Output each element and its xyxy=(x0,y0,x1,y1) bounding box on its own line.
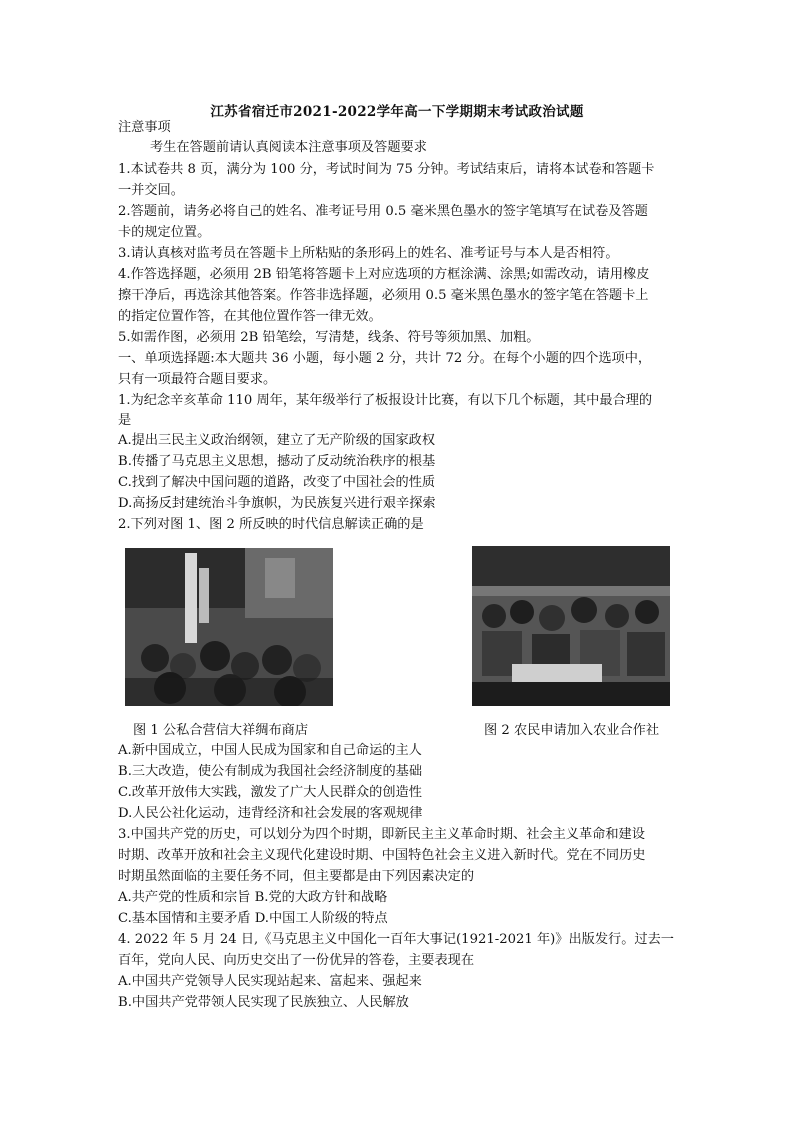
question-4-option-b: B.中国共产党带领人民实现了民族独立、人民解放 xyxy=(118,995,409,1010)
notice-line: 2.答题前，请务必将自己的姓名、准考证号用 0.5 毫米黑色墨水的签字笔填写在试卷及答题 xyxy=(118,204,648,219)
notice-line: 1.本试卷共 8 页，满分为 100 分，考试时间为 75 分钟。考试结束后，请将本试卷和答题卡 xyxy=(118,162,655,177)
figure-1-caption: 图 1 公私合营信大祥绸布商店 xyxy=(133,723,309,738)
question-2-option-d: D.人民公社化运动，违背经济和社会发展的客观规律 xyxy=(118,806,423,821)
question-2-option-a: A.新中国成立，中国人民成为国家和自己命运的主人 xyxy=(118,743,422,758)
section-heading: 一、单项选择题:本大题共 36 小题，每小题 2 分，共计 72 分。在每个小题的四个选项中， xyxy=(118,351,652,366)
section-heading: 只有一项最符合题目要求。 xyxy=(118,372,277,387)
figure-2-caption: 图 2 农民申请加入农业合作社 xyxy=(484,723,660,738)
question-3-stem: 时期虽然面临的主要任务不同，但主要都是由下列因素决定的 xyxy=(118,869,475,884)
figure-2-image xyxy=(472,546,670,706)
exam-title: 江苏省宿迁市2021-2022学年高一下学期期末考试政治试题 xyxy=(210,104,584,120)
question-1-option-a: A.提出三民主义政治纲领，建立了无产阶级的国家政权 xyxy=(118,433,436,448)
figure-1-image xyxy=(125,548,333,706)
question-4-option-a: A.中国共产党领导人民实现站起来、富起来、强起来 xyxy=(118,974,422,989)
question-1-stem: 1.为纪念辛亥革命 110 周年，某年级举行了板报设计比赛，有以下几个标题，其中最合理的 xyxy=(118,393,653,408)
question-1-option-c: C.找到了解决中国问题的道路，改变了中国社会的性质 xyxy=(118,475,436,490)
notice-line: 一并交回。 xyxy=(118,183,184,198)
question-2-option-c: C.改革开放伟大实践，激发了广大人民群众的创造性 xyxy=(118,785,422,800)
question-1-option-d: D.高扬反封建统治斗争旗帜，为民族复兴进行艰辛探索 xyxy=(118,496,436,511)
question-2-option-b: B.三大改造，使公有制成为我国社会经济制度的基础 xyxy=(118,764,423,779)
figure-2-photo xyxy=(472,546,670,706)
question-3-options-ab: A.共产党的性质和宗旨 B.党的大政方针和战略 xyxy=(118,890,388,905)
question-1-option-b: B.传播了马克思主义思想，撼动了反动统治秩序的根基 xyxy=(118,454,436,469)
question-4-stem: 4. 2022 年 5 月 24 日,《马克思主义中国化一百年大事记(1921-2021 年)》出版发行。过去一 xyxy=(118,932,674,947)
question-3-stem: 时期、改革开放和社会主义现代化建设时期、中国特色社会主义进入新时代。党在不同历史 xyxy=(118,848,646,863)
question-4-stem: 百年，党向人民、向历史交出了一份优异的答卷，主要表现在 xyxy=(118,953,475,968)
notice-intro: 考生在答题前请认真阅读本注意事项及答题要求 xyxy=(150,140,427,155)
notice-line: 4.作答选择题，必须用 2B 铅笔将答题卡上对应选项的方框涂满、涂黑;如需改动，请用橡皮 xyxy=(118,267,650,282)
notice-line: 5.如需作图，必须用 2B 铅笔绘，写清楚，线条、符号等须加黑、加粗。 xyxy=(118,330,540,345)
figure-1-photo xyxy=(125,548,333,706)
notice-heading: 注意事项 xyxy=(118,120,171,135)
notice-line: 卡的规定位置。 xyxy=(118,225,211,240)
question-1-stem: 是 xyxy=(118,413,132,428)
question-3-stem: 3.中国共产党的历史，可以划分为四个时期，即新民主主义革命时期、社会主义革命和建设 xyxy=(118,827,645,842)
notice-line: 擦干净后，再选涂其他答案。作答非选择题，必须用 0.5 毫米黑色墨水的签字笔在答题卡上 xyxy=(118,288,649,303)
question-2-stem: 2.下列对图 1、图 2 所反映的时代信息解读正确的是 xyxy=(118,517,424,532)
notice-line: 的指定位置作答，在其他位置作答一律无效。 xyxy=(118,309,382,324)
notice-line: 3.请认真核对监考员在答题卡上所粘贴的条形码上的姓名、准考证号与本人是否相符。 xyxy=(118,246,619,261)
question-3-options-cd: C.基本国情和主要矛盾 D.中国工人阶级的特点 xyxy=(118,911,388,926)
